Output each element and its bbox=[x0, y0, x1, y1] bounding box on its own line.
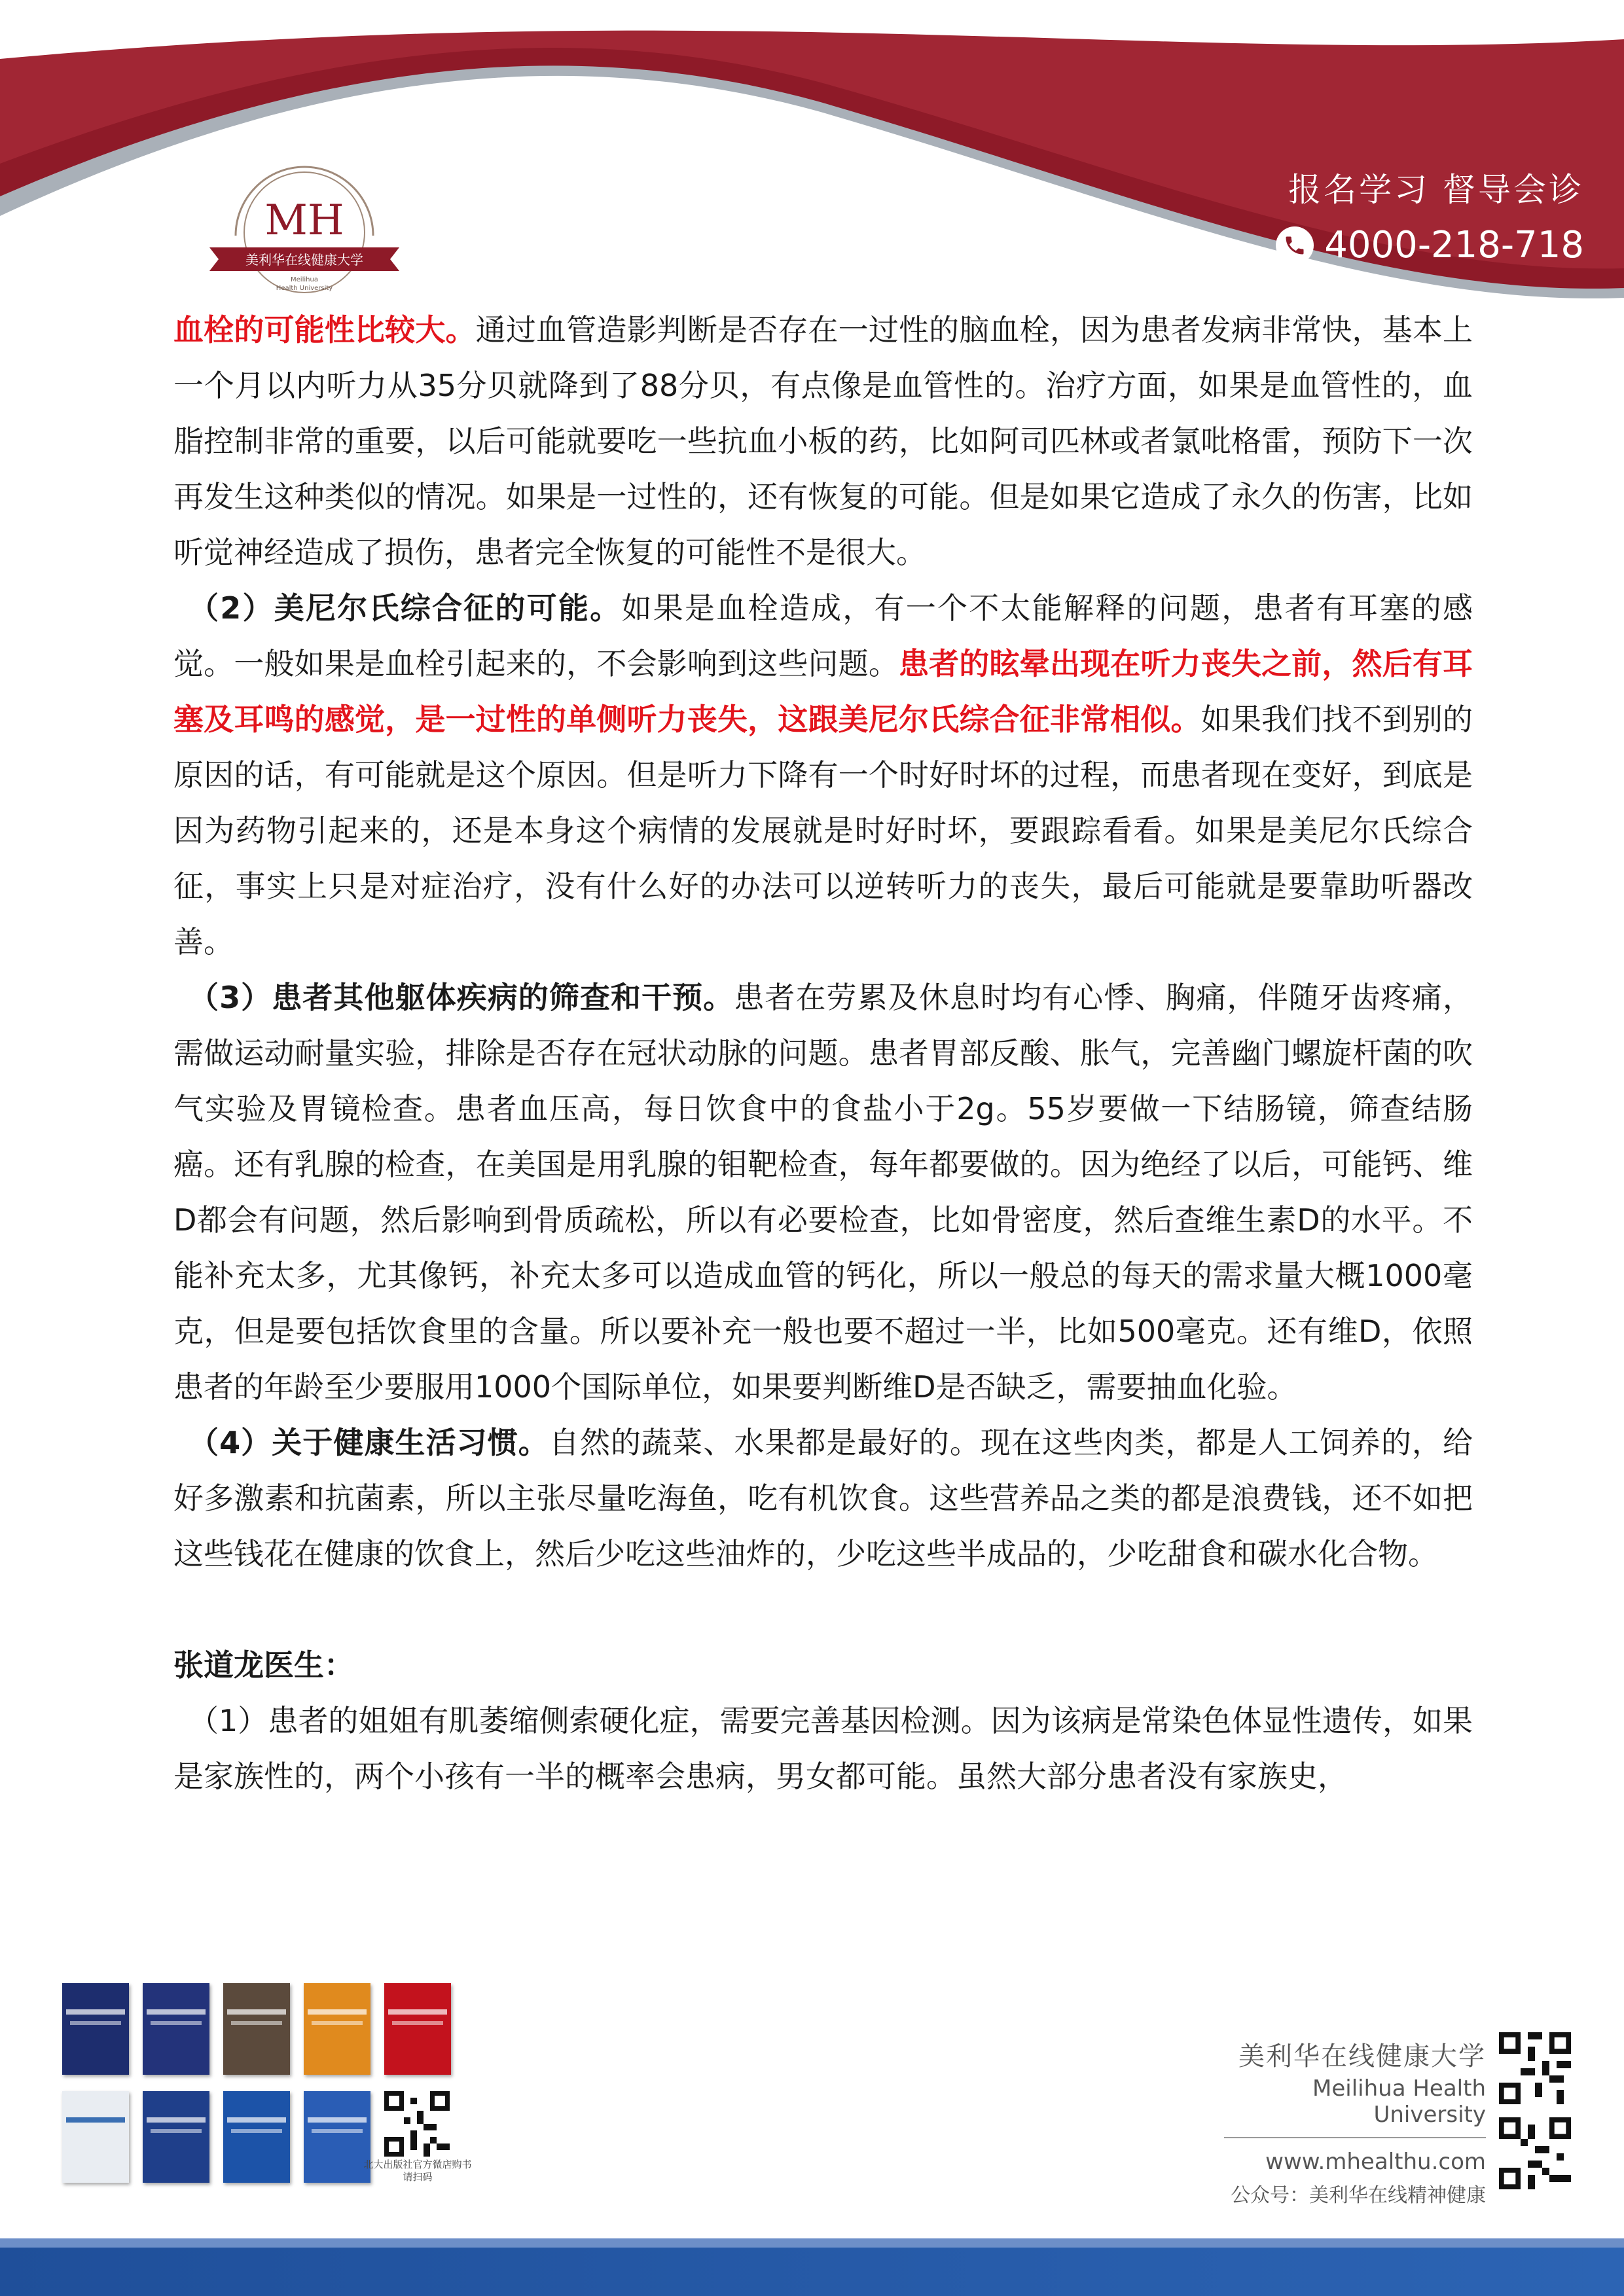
svg-text:Meilihua: Meilihua bbox=[291, 276, 318, 283]
svg-text:Health University: Health University bbox=[276, 285, 333, 292]
book-cover[interactable] bbox=[384, 1983, 451, 2075]
brand-name-cn: 美利华在线健康大学 bbox=[1238, 2041, 1486, 2072]
section-heading: （4）关于健康生活习惯。 bbox=[189, 1425, 549, 1460]
qr-code-icon[interactable] bbox=[1499, 2117, 1571, 2189]
paragraph-text: 如果是血栓造成，有一个不太能解释的问题，患者有耳塞的感觉。一般如果是血栓引起来的，不会影响到这些问题。 bbox=[173, 590, 1473, 681]
svg-text:美利华在线健康大学: 美利华在线健康大学 bbox=[245, 252, 363, 268]
qr-code-icon[interactable] bbox=[384, 2091, 450, 2157]
paragraph-text: 如果我们找不到别的原因的话，有可能就是这个原因。但是听力下降有一个时好时坏的过程，而患者现在变好，到底是因为药物引起来的，还是本身这个病情的发展就是时好时坏，要跟踪看看。如果是美尼尔氏综合征，事实上只是对症治疗，没有什么好的办法可以逆转听力的丧失，最后可能就是要靠助听器改善。 bbox=[173, 702, 1473, 960]
spacer bbox=[173, 1582, 1473, 1638]
paragraph-1 bbox=[173, 302, 1473, 581]
section-heading: （3）患者其他躯体疾病的筛查和干预。 bbox=[189, 980, 734, 1015]
phone-icon bbox=[1276, 226, 1314, 264]
article-body bbox=[173, 302, 1473, 1804]
divider bbox=[1224, 2137, 1486, 2138]
highlight-text: 血栓的可能性比较大。 bbox=[173, 312, 476, 348]
paragraph-text: 通过血管造影判断是否存在一过性的脑血栓，因为患者发病非常快，基本上一个月以内听力从35分贝就降到了88分贝，有点像是血管性的。治疗方面，如果是血管性的，血脂控制非常的重要，以后可能就要吃一些抗血小板的药，比如阿司匹林或者氯吡格雷，预防下一次再发生这种类似的情况。如果是一过性的，还有恢复的可能。但是如果它造成了永久的伤害，比如听觉神经造成了损伤，患者完全恢复的可能性不是很大。 bbox=[173, 312, 1473, 570]
paragraph-3 bbox=[173, 970, 1473, 1415]
books-caption: 北大出版社官方微店购书请扫码 bbox=[363, 2159, 472, 2183]
book-cover[interactable] bbox=[223, 2091, 290, 2183]
university-logo bbox=[196, 151, 412, 295]
book-cover[interactable] bbox=[62, 1983, 129, 2075]
qr-code-icon[interactable] bbox=[1499, 2032, 1571, 2104]
book-cover[interactable] bbox=[304, 2091, 370, 2183]
book-cover[interactable] bbox=[223, 1983, 290, 2075]
paragraph-4 bbox=[173, 1415, 1473, 1582]
book-cover[interactable] bbox=[143, 2091, 209, 2183]
website-link[interactable]: www.mhealthu.com bbox=[1265, 2149, 1486, 2175]
book-cover[interactable] bbox=[143, 1983, 209, 2075]
footer-bar bbox=[0, 2238, 1624, 2296]
brand-name-en: Meilihua Health University bbox=[1312, 2075, 1486, 2128]
header-contact bbox=[1244, 164, 1584, 266]
book-covers bbox=[62, 1983, 472, 2193]
phone-number[interactable]: 4000-218-718 bbox=[1324, 224, 1584, 266]
paragraph-text: 患者在劳累及休息时均有心悸、胸痛，伴随牙齿疼痛，需做运动耐量实验，排除是否存在冠状动脉的问题。患者胃部反酸、胀气，完善幽门螺旋杆菌的吹气实验及胃镜检查。患者血压高，每日饮食中的食盐小于2g。55岁要做一下结肠镜，筛查结肠癌。还有乳腺的检查，在美国是用乳腺的钼靶检查，每年都要做的。因为绝经了以后，可能钙、维D都会有问题，然后影响到骨质疏松，所以有必要检查，比如骨密度，然后查维生素D的水平。不能补充太多，尤其像钙，补充太多可以造成血管的钙化，所以一般总的每天的需求量大概1000毫克，但是要包括饮食里的含量。所以要补充一般也要不超过一半，比如500毫克。还有维D，依照患者的年龄至少要服用1000个国际单位，如果要判断维D是否缺乏，需要抽血化验。 bbox=[173, 980, 1473, 1405]
svg-text:MH: MH bbox=[264, 196, 344, 245]
paragraph-text: 自然的蔬菜、水果都是最好的。现在这些肉类，都是人工饲养的，给好多激素和抗菌素，所以主张尽量吃海鱼，吃有机饮食。这些营养品之类的都是浪费钱，还不如把这些钱花在健康的饮食上，然后少吃这些油炸的，少吃这些半成品的，少吃甜食和碳水化合物。 bbox=[173, 1425, 1473, 1571]
speaker-heading: 张道龙医生： bbox=[173, 1647, 354, 1683]
header-slogan: 报名学习 督导会诊 bbox=[1288, 171, 1584, 209]
highlight-text: 患者的眩晕出现在听力丧失之前，然后有耳塞及耳鸣的感觉，是一过性的单侧听力丧失，这跟美尼尔氏综合征非常相似。 bbox=[173, 646, 1473, 737]
book-cover[interactable] bbox=[304, 1983, 370, 2075]
phone-row bbox=[1244, 224, 1584, 266]
paragraph-5: （1）患者的姐姐有肌萎缩侧索硬化症，需要完善基因检测。因为该病是常染色体显性遗传，如果是家族性的，两个小孩有一半的概率会患病，男女都可能。虽然大部分患者没有家族史， bbox=[173, 1703, 1473, 1794]
footer-brand bbox=[1204, 2036, 1486, 2208]
section-heading: （2）美尼尔氏综合征的可能。 bbox=[189, 590, 622, 626]
wechat-account: 公众号：美利华在线精神健康 bbox=[1231, 2184, 1486, 2207]
book-cover[interactable] bbox=[62, 2091, 129, 2183]
paragraph-2 bbox=[173, 581, 1473, 970]
